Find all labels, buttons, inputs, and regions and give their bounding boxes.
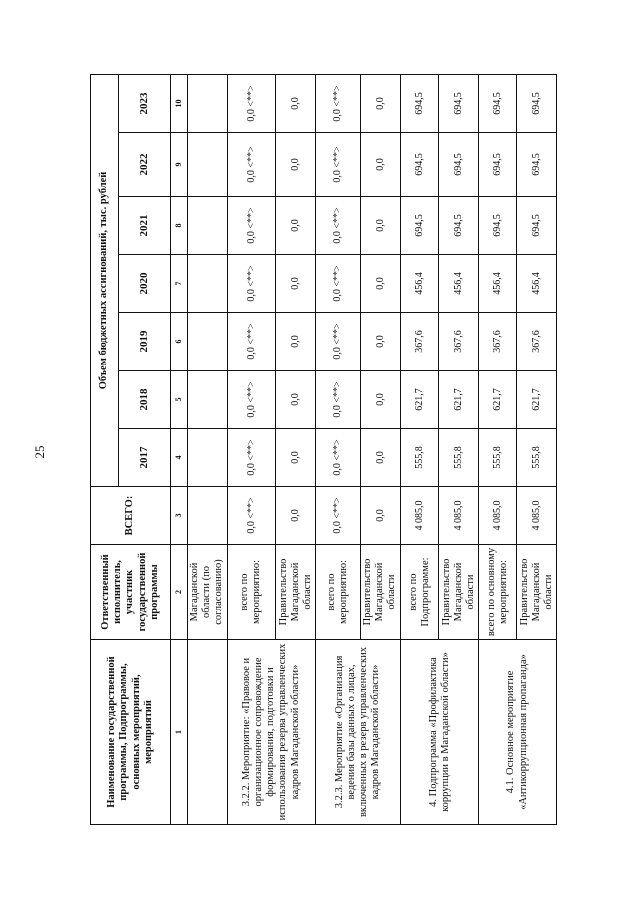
year-header: 2017	[119, 429, 171, 487]
row-total: 4 085,0	[479, 487, 517, 545]
year-header: 2019	[119, 313, 171, 371]
row-year-value: 0,0	[275, 255, 315, 313]
row-year-value: 694,5	[517, 74, 557, 132]
row-year-value: 0,0 <**>	[316, 429, 360, 487]
row-year-value: 367,6	[479, 313, 517, 371]
row-year-value: 0,0 <**>	[316, 197, 360, 255]
row-year-value: 694,5	[479, 133, 517, 197]
row-year-value: 367,6	[439, 313, 479, 371]
column-index: 3	[171, 487, 188, 545]
table-row	[479, 74, 517, 824]
row-total: 4 085,0	[401, 487, 439, 545]
table-body	[188, 74, 557, 824]
row-year-value	[188, 255, 228, 313]
row-year-value: 0,0 <**>	[316, 133, 360, 197]
row-year-value: 555,8	[517, 429, 557, 487]
row-year-value: 0,0 <**>	[316, 74, 360, 132]
row-year-value: 456,4	[479, 255, 517, 313]
row-year-value: 0,0	[360, 74, 400, 132]
row-name: 4. Подпрограмма «Профилактика коррупции в Магаданской области»	[401, 640, 479, 825]
budget-table-container	[90, 75, 557, 825]
row-name: 3.2.2. Мероприятие: «Правовое и организационное сопровождение формирования, подготовки и использования резерва управленческих кадров Магаданской области»	[227, 640, 316, 825]
table-row	[316, 74, 360, 824]
row-year-value: 0,0 <**>	[227, 313, 275, 371]
row-year-value: 456,4	[439, 255, 479, 313]
row-year-value: 0,0 <**>	[227, 74, 275, 132]
row-executor: Правительство Магаданской области	[275, 545, 315, 640]
page-number: 25	[32, 445, 47, 459]
row-name: 3.2.3. Мероприятие «Организация ведения базы данных о лицах, включенных в резерв управленческих кадров Магаданской области»	[316, 640, 401, 825]
row-total: 0,0 <**>	[227, 487, 275, 545]
row-year-value: 0,0	[360, 371, 400, 429]
budget-table	[90, 74, 557, 825]
table-row	[401, 74, 439, 824]
row-year-value: 0,0	[360, 133, 400, 197]
year-header: 2023	[119, 74, 171, 132]
row-year-value: 694,5	[479, 197, 517, 255]
row-year-value: 0,0	[360, 255, 400, 313]
row-total: 4 085,0	[439, 487, 479, 545]
row-year-value: 694,5	[439, 197, 479, 255]
row-executor: всего по Подпрограмме:	[401, 545, 439, 640]
row-year-value	[188, 133, 228, 197]
row-total: 0,0	[360, 487, 400, 545]
row-year-value: 0,0	[360, 197, 400, 255]
row-year-value: 621,7	[517, 371, 557, 429]
row-total: 0,0 <**>	[316, 487, 360, 545]
year-header: 2020	[119, 255, 171, 313]
row-year-value	[188, 429, 228, 487]
table-row	[188, 74, 228, 824]
index-row	[171, 74, 188, 824]
row-year-value: 0,0 <**>	[227, 255, 275, 313]
table-row	[227, 74, 275, 824]
row-year-value: 694,5	[401, 197, 439, 255]
row-year-value	[188, 197, 228, 255]
column-index: 5	[171, 371, 188, 429]
col-name-header: Наименование государственной программы, Подпрограммы, основных мероприятий, мероприятий	[91, 640, 171, 825]
row-executor: всего по мероприятию:	[316, 545, 360, 640]
row-total: 4 085,0	[517, 487, 557, 545]
col-budget-header: Объем бюджетных ассигнований, тыс. рублей	[91, 74, 119, 486]
column-index: 6	[171, 313, 188, 371]
column-index: 9	[171, 133, 188, 197]
row-year-value: 0,0	[275, 74, 315, 132]
row-year-value: 367,6	[517, 313, 557, 371]
row-year-value: 456,4	[401, 255, 439, 313]
row-year-value: 0,0	[360, 313, 400, 371]
column-index: 4	[171, 429, 188, 487]
row-year-value: 694,5	[517, 197, 557, 255]
col-total-header: ВСЕГО:	[91, 487, 171, 545]
column-index: 1	[171, 640, 188, 825]
row-year-value: 367,6	[401, 313, 439, 371]
row-year-value: 621,7	[401, 371, 439, 429]
year-header: 2021	[119, 197, 171, 255]
row-year-value: 555,8	[401, 429, 439, 487]
row-year-value: 555,8	[479, 429, 517, 487]
row-year-value: 0,0 <**>	[316, 255, 360, 313]
row-year-value: 0,0 <**>	[227, 133, 275, 197]
row-name: 4.1. Основное мероприятие «Антикоррупционная пропаганда»	[479, 640, 557, 825]
year-header: 2022	[119, 133, 171, 197]
row-executor: Магаданской области (по согласованию)	[188, 545, 228, 640]
row-year-value: 0,0	[275, 371, 315, 429]
row-year-value: 0,0 <**>	[227, 371, 275, 429]
row-year-value: 0,0 <**>	[227, 429, 275, 487]
col-exec-header: Ответственный исполнитель, участник государственной программы	[91, 545, 171, 640]
row-executor: Правительство Магаданской области	[439, 545, 479, 640]
row-year-value	[188, 313, 228, 371]
column-index: 10	[171, 74, 188, 132]
row-year-value: 694,5	[401, 74, 439, 132]
row-executor: Правительство Магаданской области	[360, 545, 400, 640]
row-year-value: 0,0	[275, 429, 315, 487]
row-year-value: 0,0	[275, 133, 315, 197]
row-year-value: 456,4	[517, 255, 557, 313]
row-year-value: 694,5	[401, 133, 439, 197]
year-header: 2018	[119, 371, 171, 429]
column-index: 7	[171, 255, 188, 313]
row-year-value: 621,7	[479, 371, 517, 429]
row-executor: Правительство Магаданской области	[517, 545, 557, 640]
row-total	[188, 487, 228, 545]
row-year-value: 0,0 <**>	[316, 371, 360, 429]
row-year-value	[188, 371, 228, 429]
row-year-value: 694,5	[517, 133, 557, 197]
row-executor: всего по мероприятию:	[227, 545, 275, 640]
row-year-value: 0,0 <**>	[227, 197, 275, 255]
column-index: 2	[171, 545, 188, 640]
row-year-value: 694,5	[439, 133, 479, 197]
row-year-value: 0,0	[360, 429, 400, 487]
row-year-value: 694,5	[479, 74, 517, 132]
row-year-value: 555,8	[439, 429, 479, 487]
row-executor: всего по основному мероприятию:	[479, 545, 517, 640]
row-name	[188, 640, 228, 825]
row-year-value	[188, 74, 228, 132]
row-year-value: 0,0 <**>	[316, 313, 360, 371]
row-total: 0,0	[275, 487, 315, 545]
row-year-value: 0,0	[275, 313, 315, 371]
row-year-value: 621,7	[439, 371, 479, 429]
column-index: 8	[171, 197, 188, 255]
row-year-value: 694,5	[439, 74, 479, 132]
row-year-value: 0,0	[275, 197, 315, 255]
